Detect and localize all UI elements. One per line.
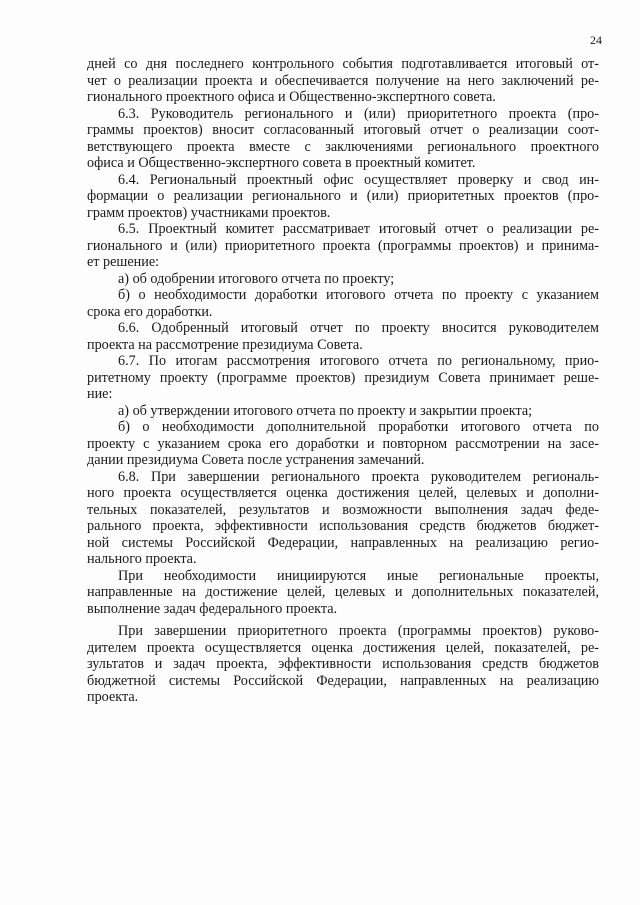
text-line: ет решение: bbox=[87, 254, 160, 270]
text-line: граммы проектов) вносит согласованный итоговый отчет о реализации соот- bbox=[87, 122, 599, 138]
paragraph-p-priority bbox=[87, 623, 599, 706]
text-line: 6.6. Одобренный итоговый отчет по проекту вносится руководителем bbox=[118, 320, 599, 336]
text-line: тельных показателей, результатов и возможности выполнения задач феде- bbox=[87, 501, 599, 518]
text-line: нального проекта. bbox=[87, 551, 197, 567]
text-line: гионального проектного офиса и Общественно-экспертного совета. bbox=[87, 89, 496, 105]
paragraph-p-need bbox=[87, 568, 599, 618]
text-line: формации о реализации регионального и (или) приоритетных проектов (про- bbox=[87, 188, 599, 204]
text-line: грамм проектов) участниками проектов. bbox=[87, 204, 331, 221]
text-line: дании президиума Совета после устранения замечаний. bbox=[87, 452, 425, 468]
text-line: При необходимости инициируются иные региональные проекты, bbox=[118, 567, 599, 584]
text-line: ритетному проекту (программе проектов) президиум Совета принимает реше- bbox=[87, 369, 599, 386]
text-line: рального проекта, эффективности использования средств бюджетов бюджет- bbox=[87, 518, 599, 534]
text-line: б) о необходимости дополнительной проработки итогового отчета по bbox=[118, 419, 599, 435]
paragraph-p-cont bbox=[87, 56, 599, 106]
text-line: проекта. bbox=[87, 689, 139, 705]
paragraph-p-6-3 bbox=[87, 106, 599, 172]
text-line: 6.4. Региональный проектный офис осуществляет проверку и свод ин- bbox=[118, 171, 599, 188]
text-line: дителем проекта осуществляется оценка достижения целей, показателей, ре- bbox=[87, 639, 599, 656]
page-number: 24 bbox=[590, 33, 602, 47]
text-line: дней со дня последнего контрольного события подготавливается итоговый от- bbox=[87, 56, 599, 72]
text-line: 6.8. При завершении регионального проекта руководителем региональ- bbox=[118, 468, 599, 485]
text-line: 6.5. Проектный комитет рассматривает итоговый отчет о реализации ре- bbox=[118, 221, 599, 237]
text-line: 6.3. Руководитель регионального и (или) приоритетного проекта (про- bbox=[118, 105, 599, 122]
paragraph-p-6-4 bbox=[87, 172, 599, 222]
text-line: При завершении приоритетного проекта (программы проектов) руково- bbox=[118, 623, 599, 639]
text-line: зультатов и задач проекта, эффективности использования средств бюджетов bbox=[87, 656, 599, 672]
paragraph-p-6-8 bbox=[87, 469, 599, 568]
paragraph-p-6-7-a bbox=[87, 403, 599, 420]
paragraph-p-6-7 bbox=[87, 353, 599, 403]
text-line: офиса и Общественно-экспертного совета в проектный комитет. bbox=[87, 155, 476, 171]
text-line: 6.7. По итогам рассмотрения итогового отчета по региональному, прио- bbox=[118, 353, 599, 369]
paragraph-p-6-5-b bbox=[87, 287, 599, 320]
text-line: гионального и (или) приоритетного проекта (программы проектов) и принима- bbox=[87, 237, 599, 254]
text-line: а) об утверждении итогового отчета по проекту и закрытии проекта; bbox=[118, 402, 533, 419]
text-line: ветствующего проекта вместе с заключениями регионального проектного bbox=[87, 138, 599, 155]
document-body bbox=[87, 56, 599, 706]
text-line: ного проекта осуществляется оценка достижения целей, целевых и дополни- bbox=[87, 485, 599, 501]
paragraph-p-6-6 bbox=[87, 320, 599, 353]
paragraph-p-6-5-a bbox=[87, 271, 599, 288]
paragraph-p-6-7-b bbox=[87, 419, 599, 469]
text-line: направленные на достижение целей, целевых и дополнительных показателей, bbox=[87, 584, 599, 600]
text-line: бюджетной системы Российской Федерации, направленных на реализацию bbox=[87, 672, 599, 689]
text-line: чет о реализации проекта и обеспечивается получение на него заключений ре- bbox=[87, 72, 599, 89]
text-line: выполнение задач федерального проекта. bbox=[87, 600, 338, 617]
text-line: а) об одобрении итогового отчета по проекту; bbox=[118, 270, 395, 287]
paragraph-p-6-5 bbox=[87, 221, 599, 271]
text-line: ние: bbox=[87, 386, 113, 402]
text-line: ной системы Российской Федерации, направленных на реализацию регио- bbox=[87, 534, 599, 551]
text-line: проекта на рассмотрение президиума Совета. bbox=[87, 336, 363, 353]
text-line: срока его доработки. bbox=[87, 303, 213, 320]
text-line: проекту с указанием срока его доработки и повторном рассмотрении на засе- bbox=[87, 435, 599, 452]
text-line: б) о необходимости доработки итогового отчета по проекту с указанием bbox=[118, 287, 599, 303]
